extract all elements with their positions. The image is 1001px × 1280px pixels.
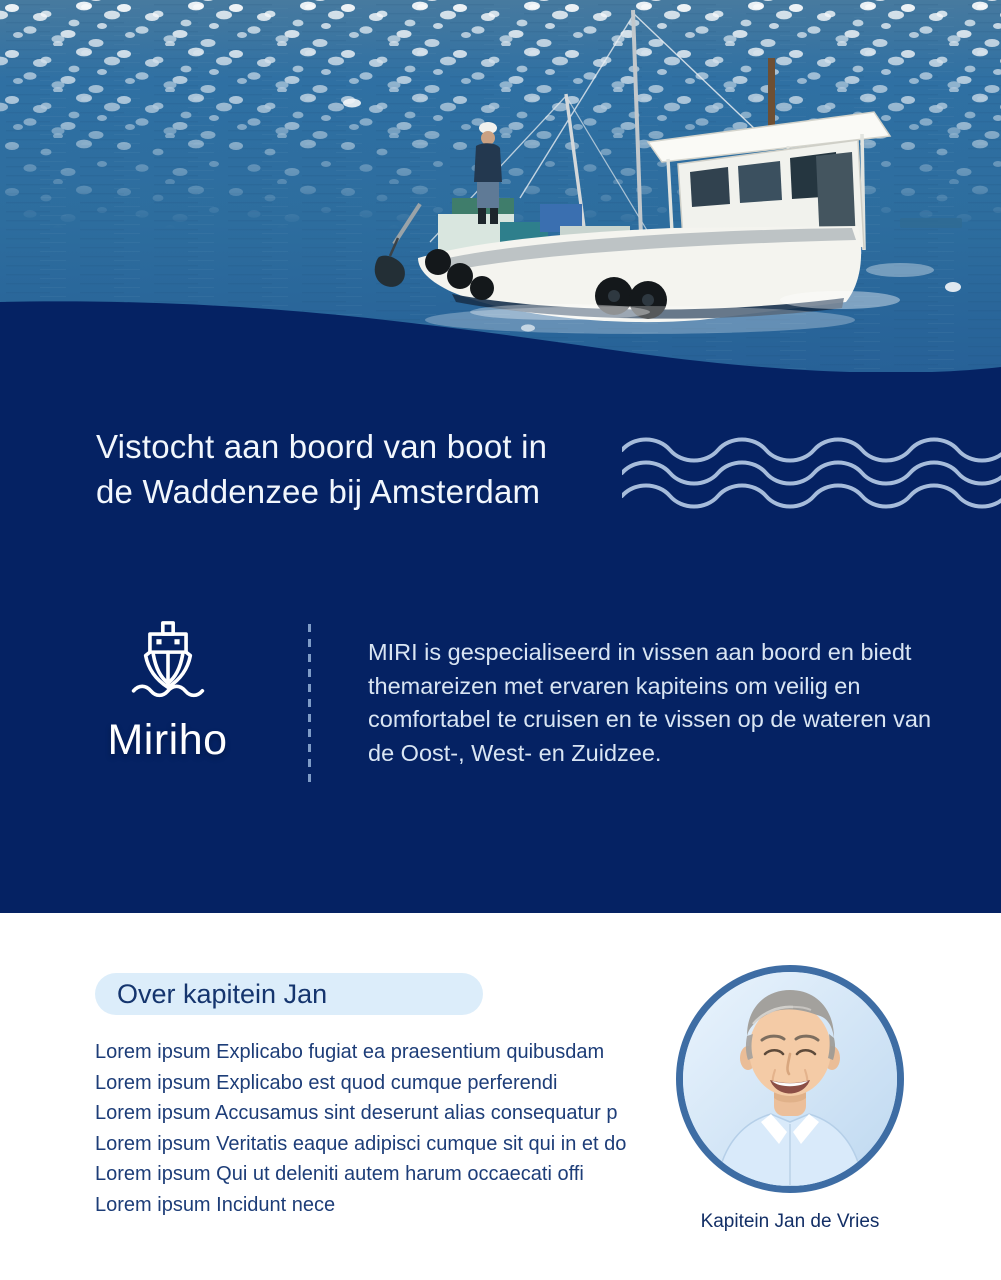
captain-info-list — [95, 1037, 626, 1220]
list-item: Lorem ipsum Explicabo fugiat ea praesentium quibusdam — [95, 1041, 605, 1063]
section-title-pill — [95, 973, 483, 1015]
list-item: Lorem ipsum Explicabo est quod cumque perferendi — [95, 1071, 558, 1094]
photo-caption: Kapitein Jan de Vries — [700, 1211, 880, 1232]
hero-photo — [0, 0, 1001, 372]
section-title: Over kapitein Jan — [117, 978, 328, 1009]
brand-name: Miriho — [107, 716, 228, 764]
intro-paragraph: MIRI is gespecialiseerd in vissen aan boord en biedt themareizen met ervaren kapiteins om veilig en comfortabel te cruisen en te vissen op de wateren van de Oost-, West- en Zuidzee. — [368, 639, 932, 766]
about-captain-section — [0, 913, 1001, 1280]
sea-boat-illustration — [0, 0, 1001, 372]
page-title-line1: Vistocht aan boord van boot in — [96, 428, 548, 465]
list-item: Lorem ipsum Accusamus sint deserunt alias consequatur p — [95, 1102, 618, 1124]
page-title-line2: de Waddenzee bij Amsterdam — [96, 473, 541, 510]
captain-photo — [676, 965, 904, 1193]
intro-section — [0, 372, 1001, 913]
page-title — [96, 424, 547, 514]
list-item: Lorem ipsum Qui ut deleniti autem harum occaecati offi — [95, 1163, 584, 1185]
dotted-divider — [308, 624, 311, 782]
ship-icon — [125, 616, 211, 702]
list-item: Lorem ipsum Veritatis eaque adipisci cumque sit qui in et do — [95, 1132, 627, 1155]
list-item: Lorem ipsum Incidunt nece — [95, 1193, 336, 1216]
brand-block — [60, 616, 275, 765]
wave-lines-icon — [622, 434, 1001, 526]
